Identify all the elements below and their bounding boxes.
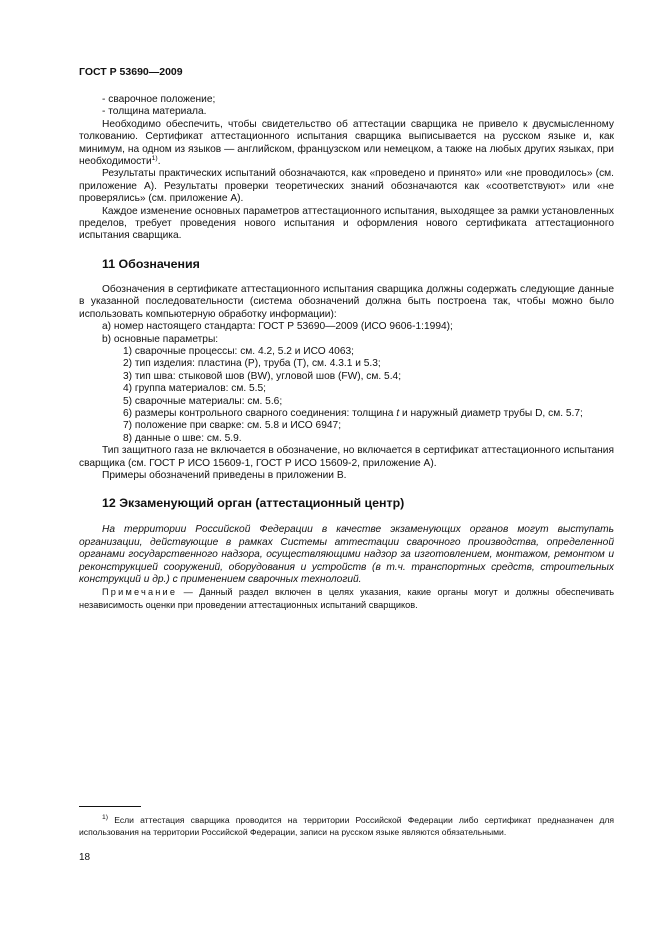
- footnote-reference[interactable]: 1): [151, 155, 158, 163]
- list-item: - толщина материала.: [102, 106, 207, 118]
- list-item-a: a) номер настоящего стандарта: ГОСТ Р 53690—2009 (ИСО 9606-1:1994);: [102, 321, 453, 333]
- paragraph-text: Необходимо обеспечить, чтобы свидетельство об аттестации сварщика не привело к двусмысленному толкованию. Сертификат аттестационного испытания сварщика выписывается на русском языке и, как минимум, на одном из языков — английском, французском или немецком, а также на любых других языках, при необходимости: [79, 118, 614, 168]
- note-label: Примечание: [102, 587, 178, 598]
- footnote-indent: [79, 815, 102, 825]
- thickness-symbol: t: [396, 407, 400, 419]
- list-item: - сварочное положение;: [102, 94, 216, 105]
- note: [79, 586, 614, 611]
- sub-item-text: 6) размеры контрольного сварного соединения: толщина: [123, 407, 394, 419]
- sub-item-text: и наружный диаметр трубы D, см. 5.7;: [402, 407, 583, 419]
- paragraph-end: .: [157, 156, 161, 168]
- list-item-b: b) основные параметры:: [102, 333, 219, 345]
- page-number: 18: [79, 852, 91, 863]
- paragraph: [79, 119, 614, 169]
- footnote-divider: [79, 806, 141, 807]
- paragraph: Каждое изменение основных параметров аттестационного испытания, выходящее за рамки установленных пределов, требует проведения нового испытания и оформления нового сертификата аттестационного испытания сварщика.: [79, 205, 614, 242]
- sub-list-item: 7) положение при сварке: см. 5.8 и ИСО 6947;: [123, 420, 342, 432]
- page-content: [79, 94, 614, 611]
- paragraph: Тип защитного газа не включается в обозначение, но включается в сертификат аттестационного испытания сварщика (см. ГОСТ Р ИСО 15609-1, ГОСТ Р ИСО 15609-2, приложение А).: [79, 445, 614, 469]
- section-heading-11: 11 Обозначения: [102, 256, 200, 271]
- paragraph: Результаты практических испытаний обозначаются, как «проведено и принято» или «не проводилось» (см. приложение А). Результаты проверки теоретических знаний обозначаются как «соответствуют» или «не проверялись» (см. приложение А).: [79, 168, 614, 205]
- sub-list-item: 3) тип шва: стыковой шов (BW), угловой шов (FW), см. 5.4;: [123, 370, 402, 382]
- paragraph: Обозначения в сертификате аттестационного испытания сварщика должны содержать следующие данные в указанной последовательности (система обозначений должна быть построена так, чтобы можно было использовать компьютерную обработку информации):: [79, 283, 614, 320]
- sub-list-item: [79, 408, 614, 420]
- footnote: [79, 814, 614, 838]
- section-heading-12: 12 Экзаменующий орган (аттестационный центр): [102, 496, 405, 511]
- sub-list-item: 8) данные о шве: см. 5.9.: [123, 432, 242, 444]
- note-text: — Данный раздел включен в целях указания, какие органы могут и должны обеспечивать независимость оценки при проведении аттестационных испытаний сварщиков.: [79, 587, 614, 610]
- sub-list-item: 1) сварочные процессы: см. 4.2, 5.2 и ИСО 4063;: [123, 345, 355, 357]
- paragraph: На территории Российской Федерации в качестве экзаменующих органов могут выступать организации, действующие в рамках Системы аттестации сварочного производства, определенной органами государственного надзора, осуществляющими надзор за изготовлением, монтажом, ремонтом и реконструкцией сооружений, оборудования и устройств (в т.ч. транспортных средств, строительных конструкций и др.) с применением сварочных технологий.: [79, 524, 614, 585]
- footnote-text: Если аттестация сварщика проводится на территории Российской Федерации либо сертификат предназначен для использования на территории Российской Федерации, записи на русском языке являются обязательными.: [79, 815, 615, 838]
- paragraph: Примеры обозначений приведены в приложении В.: [102, 469, 347, 481]
- sub-list-item: 5) сварочные материалы: см. 5.6;: [123, 395, 283, 407]
- sub-list-item: 2) тип изделия: пластина (Р), труба (Т), см. 4.3.1 и 5.3;: [123, 358, 381, 370]
- document-header: ГОСТ Р 53690—2009: [79, 66, 183, 78]
- sub-list-item: 4) группа материалов: см. 5.5;: [123, 383, 267, 395]
- footnote-marker: 1): [102, 814, 109, 821]
